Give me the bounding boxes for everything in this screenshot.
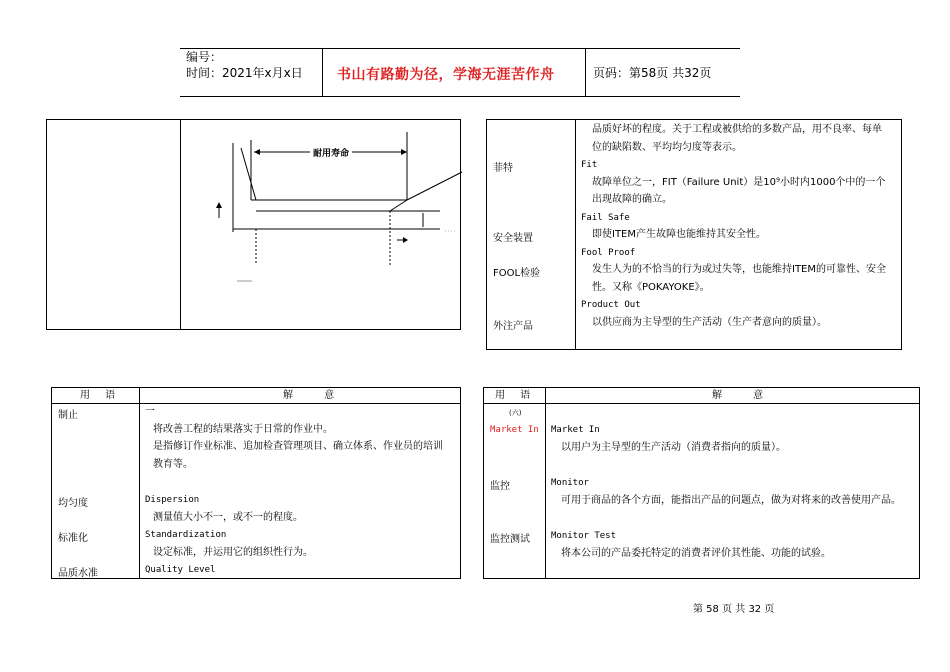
definition-text: 发生人为的不恰当的行为或过失等，也能维持ITEM的可靠性、安全 xyxy=(592,264,887,275)
left-table-term-header: 用 语 xyxy=(80,390,122,401)
glossary-term: 监控测试 xyxy=(490,534,530,545)
glossary-meaning-line: 以用户为主导型的生产活动（消费者指向的质量）。 xyxy=(561,441,786,453)
glossary-term: Market In xyxy=(490,425,539,435)
header-motto: 书山有路勤为径，学海无涯苦作舟 xyxy=(337,67,555,83)
glossary-meaning-line: 测量值大小不一，或不一的程度。 xyxy=(153,511,303,523)
arrowhead xyxy=(401,149,407,155)
definition-text: 出现故障的确立。 xyxy=(592,194,672,205)
left-table-meaning-header: 解 意 xyxy=(283,390,349,401)
glossary-term: 监控 xyxy=(490,481,510,492)
definition-term: 安全装置 xyxy=(493,233,533,244)
definition-text: Product Out xyxy=(581,300,641,310)
right-table-section-mark: (六) xyxy=(509,409,522,417)
glossary-meaning-line: Dispersion xyxy=(145,495,200,505)
glossary-meaning-line: Monitor Test xyxy=(551,531,617,541)
glossary-meaning-line: 一 xyxy=(145,406,155,417)
right-table-meaning-header: 解 意 xyxy=(712,390,778,401)
glossary-term: 制止 xyxy=(58,410,78,421)
glossary-meaning-line: 将改善工程的结果落实于日常的作业中。 xyxy=(153,423,333,435)
definition-text: Fit xyxy=(581,160,598,170)
definition-text: 性。又称《POKAYOKE》。 xyxy=(592,281,710,293)
left-table-divider xyxy=(139,387,140,579)
glossary-meaning-line: Monitor xyxy=(551,478,589,488)
diagram-wearout-curve xyxy=(407,172,462,200)
definition-text: 以供应商为主导型的生产活动（生产者意向的质量）。 xyxy=(592,316,827,328)
glossary-meaning-line: Market In xyxy=(551,425,600,435)
glossary-term: 均匀度 xyxy=(58,498,88,509)
definition-text: 故障单位之一，FIT（Failure Unit）是10⁹小时内1000个中的一个 xyxy=(592,176,886,188)
definition-text: 位的缺陷数、平均均匀度等表示。 xyxy=(592,141,742,153)
glossary-meaning-line: Standardization xyxy=(145,530,227,540)
glossary-meaning-line: 设定标准，并运用它的组织性行为。 xyxy=(153,546,313,558)
definition-text: Fool Proof xyxy=(581,247,636,258)
right-table-divider xyxy=(545,387,546,579)
definitions-box-divider xyxy=(575,119,576,350)
diagram-early-failure-curve xyxy=(241,148,256,200)
arrowhead xyxy=(254,149,260,155)
definition-term: 外注产品 xyxy=(493,320,533,332)
glossary-meaning-line: 将本公司的产品委托特定的消费者评价其性能、功能的试验。 xyxy=(561,547,831,559)
definition-text: 即使ITEM产生故障也能维持其安全性。 xyxy=(592,229,767,240)
diagram-wearout-start xyxy=(390,200,407,211)
header-time-label: 时间：2021年x月x日 xyxy=(186,66,303,80)
right-table-term-header: 用 语 xyxy=(495,390,537,401)
arrowhead xyxy=(403,237,408,243)
glossary-term: 品质水准 xyxy=(58,568,98,579)
definition-term: 菲特 xyxy=(493,163,513,174)
header-number-label: 编号： xyxy=(186,50,223,64)
header-page-label: 页码：第58页 共32页 xyxy=(593,66,712,80)
arrowhead xyxy=(216,202,222,208)
right-table-header-rule xyxy=(483,403,920,404)
glossary-meaning-line: Quality Level xyxy=(145,565,216,575)
definition-text: Fail Safe xyxy=(581,212,630,223)
glossary-meaning-line: 是指修订作业标准、追加检查管理项目、确立体系、作业员的培训 xyxy=(153,441,443,452)
definition-term: FOOL检验 xyxy=(493,268,541,279)
glossary-term: 标准化 xyxy=(58,533,88,544)
glossary-meaning-line: 可用于商品的各个方面，能指出产品的问题点，做为对将来的改善使用产品。 xyxy=(561,494,901,506)
glossary-meaning-line: 教育等。 xyxy=(153,458,193,470)
diagram-lifetime-label: 耐用寿命 xyxy=(310,146,352,159)
left-table-header-rule xyxy=(51,403,461,404)
footer-page-number: 第 58 页 共 32 页 xyxy=(693,604,775,615)
definition-text: 品质好坏的程度。关于工程或被供给的多数产品，用不良率、每单 xyxy=(592,124,882,135)
